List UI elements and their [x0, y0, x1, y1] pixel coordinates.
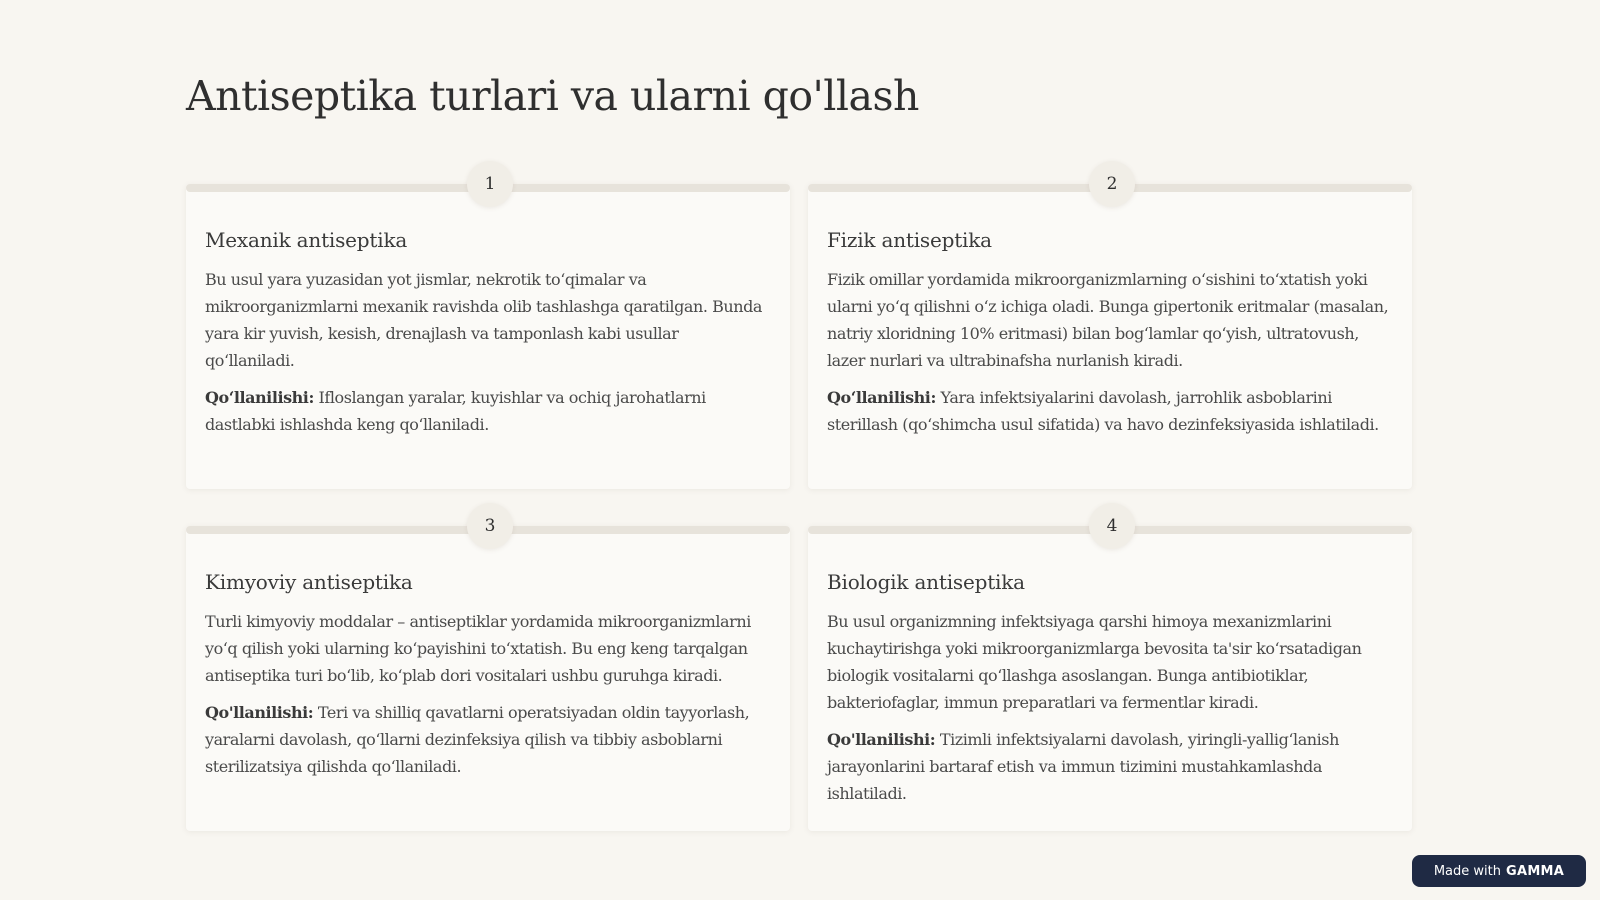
card-description: Turli kimyoviy moddalar – antiseptiklar yordamida mikroorganizmlarni yo‘q qilish yoki ularning ko‘payishini to‘xtatish. Bu eng keng tarqalgan antiseptika turi bo‘lib, ko‘plab dori vositalari ushbu guruhga kiradi.: [205, 612, 751, 685]
usage-label: Qo‘llanilishi:: [205, 388, 314, 407]
card-usage: [205, 384, 772, 438]
usage-text: Tizimli infektsiyalarni davolash, yiringli-yallig‘lanish jarayonlarini bartaraf etish va immun tizimini mustahkamlashda ishlatiladi.: [827, 730, 1339, 803]
made-with-gamma-badge[interactable]: [1412, 855, 1586, 887]
card-biologik: [808, 516, 1412, 831]
gamma-logo: GAMMA: [1505, 863, 1565, 879]
card-description: Bu usul yara yuzasidan yot jismlar, nekrotik to‘qimalar va mikroorganizmlarni mexanik ravishda olib tashlashga qaratilgan. Bunda yara kir yuvish, kesish, drenajlash va tamponlash kabi usullar qo‘llaniladi.: [205, 270, 763, 370]
card-fizik: [808, 174, 1412, 489]
usage-label: Qo‘llanilishi:: [827, 388, 936, 407]
card-number-badge: 4: [1089, 503, 1135, 549]
usage-text: Ifloslangan yaralar, kuyishlar va ochiq jarohatlarni dastlabki ishlashda keng qo‘llaniladi.: [205, 388, 706, 434]
card-title: Biologik antiseptika: [827, 570, 1025, 594]
card-usage: [827, 726, 1394, 807]
card-kimyoviy: [186, 516, 790, 831]
card-usage: [827, 384, 1394, 438]
card-title: Mexanik antiseptika: [205, 228, 408, 252]
card-description: Bu usul organizmning infektsiyaga qarshi himoya mexanizmlarini kuchaytirishga yoki mikroorganizmlarga bevosita ta'sir ko‘rsatadigan biologik vositalarni qo‘llashga asoslangan. Bunga antibiotiklar, bakteriofaglar, immun preparatlari va fermentlar kiradi.: [827, 612, 1362, 712]
card-number-badge: 2: [1089, 161, 1135, 207]
card-usage: [205, 699, 772, 780]
usage-text: Yara infektsiyalarini davolash, jarrohlik asboblarini sterillash (qo‘shimcha usul sifatida) va havo dezinfeksiyasida ishlatiladi.: [827, 388, 1379, 434]
usage-label: Qo'llanilishi:: [205, 703, 314, 722]
card-title: Kimyoviy antiseptika: [205, 570, 413, 594]
usage-text: Teri va shilliq qavatlarni operatsiyadan oldin tayyorlash, yaralarni davolash, qo‘llarni dezinfeksiya qilish va tibbiy asboblarni sterilizatsiya qilishda qo‘llaniladi.: [205, 703, 750, 776]
made-with-label: Made with: [1433, 863, 1501, 879]
card-mexanik: [186, 174, 790, 489]
page-title: Antiseptika turlari va ularni qo'llash: [186, 72, 919, 120]
card-number-badge: 1: [467, 161, 513, 207]
card-body: [205, 570, 772, 780]
card-number-badge: 3: [467, 503, 513, 549]
card-body: [827, 228, 1394, 438]
usage-label: Qo'llanilishi:: [827, 730, 936, 749]
card-title: Fizik antiseptika: [827, 228, 992, 252]
card-description: Fizik omillar yordamida mikroorganizmlarning o‘sishini to‘xtatish yoki ularni yo‘q qilishni o‘z ichiga oladi. Bunga gipertonik eritmalar (masalan, natriy xloridning 10% eritmasi) bilan bog‘lamlar qo‘yish, ultratovush, lazer nurlari va ultrabinafsha nurlanish kiradi.: [827, 270, 1389, 370]
card-body: [205, 228, 772, 438]
card-body: [827, 570, 1394, 807]
